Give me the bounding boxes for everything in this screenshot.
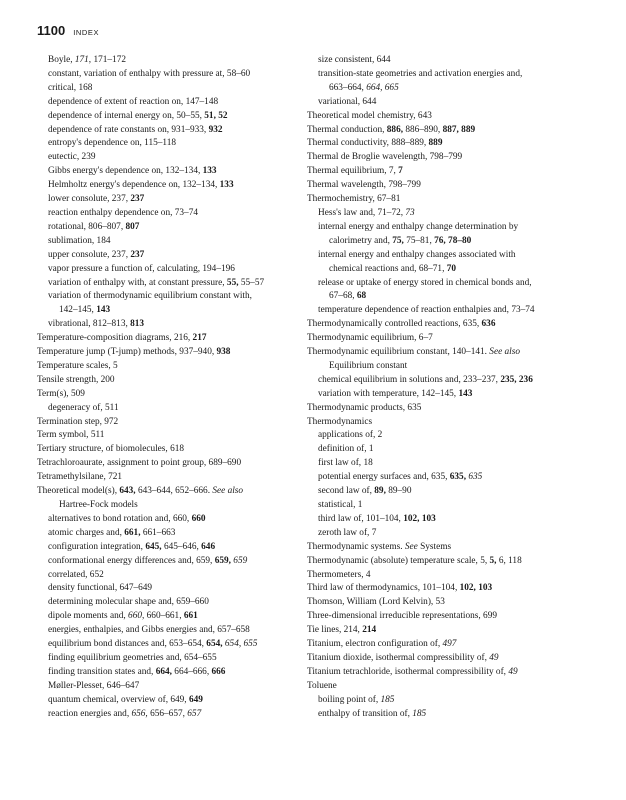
index-subentry <box>37 610 295 624</box>
entry-text: reaction energies and, <box>48 708 132 719</box>
index-entry <box>37 429 295 443</box>
page-ref-bold: 102, 103 <box>459 583 493 594</box>
entry-text: Thermochemistry, 67–81 <box>307 194 401 205</box>
index-entry <box>37 374 295 388</box>
page-ref-bold: 661, <box>124 527 141 538</box>
index-entry <box>37 471 295 485</box>
entry-text: Thermodynamically controlled reactions, 635, <box>307 319 482 330</box>
entry-text: 660–661, <box>144 611 184 622</box>
entry-text: dependence of extent of reaction on, 147–148 <box>48 96 219 107</box>
entry-text: finding transition states and, <box>48 666 156 677</box>
entry-text: Toluene <box>307 680 337 691</box>
entry-text: vibrational, 812–813, <box>48 319 131 330</box>
page-ref-italic: See also <box>212 486 244 497</box>
index-entry <box>307 151 579 165</box>
entry-text: transition-state geometries and activation energies and, <box>318 68 523 79</box>
entry-text: critical, 168 <box>48 82 93 93</box>
index-entry <box>307 137 579 151</box>
page-ref-bold: 68 <box>356 291 367 302</box>
index-subentry <box>37 541 295 555</box>
entry-text: density functional, 647–649 <box>48 583 153 594</box>
index-subentry <box>307 207 579 221</box>
index-subentry <box>37 318 295 332</box>
page-ref-bold: 76, 78–80 <box>434 235 472 246</box>
index-subentry <box>37 582 295 596</box>
entry-text: eutectic, 239 <box>48 152 96 163</box>
entry-text: Thomson, William (Lord Kelvin), 53 <box>307 597 445 608</box>
index-entry <box>307 346 579 360</box>
entry-text: Thermodynamic equilibrium, 6–7 <box>307 333 433 344</box>
entry-text: 89–90 <box>385 486 412 497</box>
index-entry <box>37 388 295 402</box>
index-subentry <box>307 304 579 318</box>
entry-text: Term symbol, 511 <box>37 430 105 441</box>
index-subentry <box>307 694 579 708</box>
entry-text: chemical reactions and, 68–71, <box>329 263 447 274</box>
page-ref-bold: 237 <box>130 194 145 205</box>
page-ref-bold: 932 <box>208 124 223 135</box>
entry-text: Thermodynamics <box>307 416 373 427</box>
entry-text: definition of, 1 <box>318 444 374 455</box>
index-entry <box>37 443 295 457</box>
entry-text: Gibbs energy's dependence on, 132–134, <box>48 166 203 177</box>
index-subentry <box>37 221 295 235</box>
index-subentry <box>37 249 295 263</box>
index-entry <box>37 416 295 430</box>
page-ref-italic: See <box>404 541 418 552</box>
entry-text: Temperature scales, 5 <box>37 360 118 371</box>
index-subentry <box>37 110 295 124</box>
index-entry <box>37 457 295 471</box>
entry-text: temperature dependence of reaction enthalpies and, 73–74 <box>318 305 535 316</box>
entry-text: Systems <box>417 541 452 552</box>
entry-text: Thermodynamic equilibrium constant, 140–141. <box>307 347 490 358</box>
entry-text: Tensile strength, 200 <box>37 374 115 385</box>
page-ref-bold: 133 <box>219 180 234 191</box>
entry-text: alternatives to bond rotation and, 660, <box>48 513 192 524</box>
index-entry <box>307 569 579 583</box>
entry-text: dipole moments and, <box>48 611 129 622</box>
index-subentry <box>307 513 579 527</box>
entry-text: Thermal wavelength, 798–799 <box>307 180 421 191</box>
entry-text: 6, 118 <box>496 555 522 566</box>
index-subentry <box>307 388 579 402</box>
index-subentry <box>307 290 579 304</box>
entry-text: first law of, 18 <box>318 458 373 469</box>
entry-text: Third law of thermodynamics, 101–104, <box>307 583 460 594</box>
entry-text: 75–81, <box>403 235 435 246</box>
index-subentry <box>37 680 295 694</box>
index-subentry <box>37 527 295 541</box>
index-subentry <box>37 513 295 527</box>
index-subentry <box>37 694 295 708</box>
page-ref-italic: 664, 665 <box>366 82 399 93</box>
entry-text: Møller-Plesset, 646–647 <box>48 680 140 691</box>
page-ref-bold: 643, <box>119 486 136 497</box>
entry-text: lower consolute, 237, <box>48 194 131 205</box>
index-subentry <box>37 666 295 680</box>
page-ref-bold: 661 <box>183 611 198 622</box>
page-ref-bold: 664, <box>155 666 172 677</box>
index-entry <box>37 346 295 360</box>
index-subentry <box>37 179 295 193</box>
entry-text: degeneracy of, 511 <box>48 402 119 413</box>
index-subentry <box>37 304 295 318</box>
entry-text: variation with temperature, 142–145, <box>318 388 459 399</box>
index-subentry <box>307 708 579 722</box>
entry-text: Titanium, electron configuration of, <box>307 639 443 650</box>
index-subentry <box>307 443 579 457</box>
page-number: 1100 <box>37 23 66 38</box>
entry-text: vapor pressure a function of, calculating, 194–196 <box>48 263 235 274</box>
entry-text: dependence of internal energy on, 50–55, <box>48 110 205 121</box>
entry-text: Equilibrium constant <box>329 360 408 371</box>
entry-text: 142–145, <box>59 305 97 316</box>
index-subentry <box>307 457 579 471</box>
page-ref-bold: 55, <box>226 277 239 288</box>
entry-text: Hess's law and, 71–72, <box>318 207 406 218</box>
entry-text: Helmholtz energy's dependence on, 132–134, <box>48 180 220 191</box>
page-ref-bold: 649 <box>188 694 203 705</box>
index-subentry <box>37 68 295 82</box>
entry-text: Tetrachloroaurate, assignment to point group, 689–690 <box>37 458 242 469</box>
page-ref-italic: 635 <box>468 472 483 483</box>
entry-text: zeroth law of, 7 <box>318 527 377 538</box>
index-entry <box>307 582 579 596</box>
page-ref-italic: 73 <box>405 207 415 218</box>
index-entry <box>307 596 579 610</box>
entry-text: Thermodynamic products, 635 <box>307 402 422 413</box>
index-subentry <box>37 638 295 652</box>
index-entry <box>307 110 579 124</box>
entry-text: internal energy and enthalpy change determination by <box>318 221 519 232</box>
index-subentry <box>37 290 295 304</box>
index-entry <box>307 402 579 416</box>
index-subentry <box>37 708 295 722</box>
entry-text: Theoretical model(s), <box>37 486 120 497</box>
index-entry <box>307 416 579 430</box>
index-subentry <box>37 402 295 416</box>
page-ref-bold: 807 <box>125 221 140 232</box>
index-entry <box>37 360 295 374</box>
entry-text: Thermodynamic (absolute) temperature scale, 5, <box>307 555 490 566</box>
index-subentry <box>37 235 295 249</box>
page-ref-italic: 497 <box>442 639 457 650</box>
index-subentry <box>37 569 295 583</box>
entry-text: Thermal equilibrium, 7, <box>307 166 399 177</box>
page-ref-italic: 49 <box>489 652 499 663</box>
index-subentry <box>37 499 295 513</box>
entry-text: Thermal de Broglie wavelength, 798–799 <box>307 152 463 163</box>
entry-text: Temperature jump (T-jump) methods, 937–940, <box>37 347 217 358</box>
page-ref-bold: 102, 103 <box>403 513 436 524</box>
entry-text: finding equilibrium geometries and, 654–655 <box>48 652 217 663</box>
index-subentry <box>307 82 579 96</box>
index-entry <box>307 555 579 569</box>
page-ref-bold: 886, <box>386 124 404 135</box>
page-ref-italic: 660, <box>128 611 145 622</box>
entry-text: 55–57 <box>238 277 265 288</box>
page-ref-bold: 214 <box>362 625 377 636</box>
index-subentry <box>307 471 579 485</box>
page-ref-italic: 654, 655 <box>224 639 258 650</box>
entry-text: Boyle, <box>48 55 75 65</box>
entry-text: quantum chemical, overview of, 649, <box>48 694 189 705</box>
index-subentry <box>307 235 579 249</box>
index-column-right <box>307 54 579 722</box>
page-ref-italic: 659 <box>233 555 248 566</box>
page-ref-bold: 89, <box>374 486 386 497</box>
entry-text: internal energy and enthalpy changes associated with <box>318 249 516 260</box>
entry-text: configuration integration, <box>48 541 146 552</box>
entry-text: Thermodynamic systems. <box>307 541 405 552</box>
index-entry <box>37 332 295 346</box>
index-entry <box>307 332 579 346</box>
index-entry <box>307 124 579 138</box>
entry-text: variation of thermodynamic equilibrium constant with, <box>48 291 252 302</box>
entry-text: release or uptake of energy stored in chemical bonds and, <box>318 277 532 288</box>
page-ref-bold: 660 <box>191 513 206 524</box>
index-entry <box>307 624 579 638</box>
page-ref-bold: 143 <box>458 388 473 399</box>
index-subentry <box>307 360 579 374</box>
page-ref-bold: 645, <box>145 541 162 552</box>
page-ref-italic: 49 <box>508 666 518 677</box>
index-entry <box>307 179 579 193</box>
page-ref-bold: 7 <box>398 166 403 177</box>
entry-text: Term(s), 509 <box>37 388 85 399</box>
entry-text: Theoretical model chemistry, 643 <box>307 110 432 121</box>
index-entry <box>307 680 579 694</box>
entry-text: Tie lines, 214, <box>307 625 363 636</box>
entry-text: boiling point of, <box>318 694 381 705</box>
entry-text: energies, enthalpies, and Gibbs energies and, 657–658 <box>48 625 250 636</box>
entry-text: conformational energy differences and, 659, <box>48 555 215 566</box>
entry-text: statistical, 1 <box>318 500 363 510</box>
page-ref-bold: 889 <box>428 138 443 149</box>
page-ref-bold: 887, 889 <box>442 124 476 135</box>
entry-text: 886–890, <box>403 124 443 135</box>
page-ref-bold: 659, <box>214 555 231 566</box>
index-subentry <box>307 277 579 291</box>
page-ref-italic: 185 <box>380 694 395 705</box>
entry-text: sublimation, 184 <box>48 235 111 246</box>
entry-text: upper consolute, 237, <box>48 249 131 260</box>
index-entry <box>307 193 579 207</box>
index-subentry <box>37 624 295 638</box>
entry-text: 663–664, <box>329 82 367 93</box>
index-subentry <box>37 96 295 110</box>
page-ref-italic: 657 <box>187 708 202 719</box>
index-subentry <box>307 68 579 82</box>
entry-text: Thermal conductivity, 888–889, <box>307 138 429 149</box>
entry-text: variation of enthalpy with, at constant pressure, <box>48 277 227 288</box>
entry-text: calorimetry and, <box>329 235 393 246</box>
entry-text: 656–657, <box>147 708 188 719</box>
index-subentry <box>307 54 579 68</box>
entry-text: 664–666, <box>171 666 212 677</box>
entry-text: constant, variation of enthalpy with pressure at, 58–60 <box>48 68 251 79</box>
entry-text: determining molecular shape and, 659–660 <box>48 597 209 608</box>
page-ref-italic: 185 <box>412 708 427 719</box>
entry-text: variational, 644 <box>318 96 377 107</box>
page-ref-bold: 235, 236 <box>500 374 533 385</box>
page-ref-bold: 813 <box>130 319 145 330</box>
index-subentry <box>37 151 295 165</box>
index-subentry <box>307 499 579 513</box>
entry-text: 643–644, 652–666. <box>135 486 213 497</box>
entry-text: Titanium tetrachloride, isothermal compressibility of, <box>307 666 509 677</box>
index-subentry <box>37 596 295 610</box>
page-ref-bold: 51, 52 <box>204 110 228 121</box>
entry-text: Thermometers, 4 <box>307 569 371 580</box>
index-subentry <box>307 429 579 443</box>
page-ref-italic: 656, <box>131 708 148 719</box>
page-ref-bold: 133 <box>202 166 217 177</box>
index-subentry <box>37 165 295 179</box>
entry-text: size consistent, 644 <box>318 55 391 65</box>
page-ref-bold: 237 <box>130 249 145 260</box>
entry-text: correlated, 652 <box>48 569 104 580</box>
index-subentry <box>37 137 295 151</box>
entry-text: Three-dimensional irreducible representations, 699 <box>307 611 498 622</box>
entry-text: rotational, 806–807, <box>48 221 126 232</box>
index-subentry <box>37 652 295 666</box>
page-ref-bold: 636 <box>481 319 496 330</box>
entry-text: Tertiary structure, of biomolecules, 618 <box>37 444 185 455</box>
index-subentry <box>37 263 295 277</box>
entry-text: 171–172 <box>91 55 127 65</box>
index-entry <box>307 638 579 652</box>
page-ref-bold: 217 <box>192 333 207 344</box>
index-entry <box>307 666 579 680</box>
page-ref-bold: 5, <box>489 555 497 566</box>
index-subentry <box>307 374 579 388</box>
entry-text: 645–646, <box>161 541 202 552</box>
index-subentry <box>307 221 579 235</box>
index-subentry <box>37 193 295 207</box>
entry-text: Termination step, 972 <box>37 416 119 427</box>
index-entry <box>307 610 579 624</box>
index-entry <box>307 652 579 666</box>
index-subentry <box>37 82 295 96</box>
entry-text: Temperature-composition diagrams, 216, <box>37 333 193 344</box>
index-entry <box>307 318 579 332</box>
index-entry <box>307 541 579 555</box>
entry-text: 67–68, <box>329 291 357 302</box>
index-entry <box>307 165 579 179</box>
page-ref-bold: 75, <box>392 235 404 246</box>
page-ref-bold: 143 <box>96 305 111 316</box>
index-subentry <box>307 96 579 110</box>
entry-text: Tetramethylsilane, 721 <box>37 472 123 483</box>
index-subentry <box>37 207 295 221</box>
index-subentry <box>37 277 295 291</box>
entry-text: 661–663 <box>140 527 176 538</box>
index-subentry <box>307 263 579 277</box>
entry-text: chemical equilibrium in solutions and, 233–237, <box>318 374 501 385</box>
page-ref-italic: See also <box>489 347 521 358</box>
index-subentry <box>37 124 295 138</box>
entry-text: Titanium dioxide, isothermal compressibility of, <box>307 652 490 663</box>
page-ref-bold: 635, <box>449 472 467 483</box>
page-ref-bold: 666 <box>211 666 226 677</box>
entry-text: dependence of rate constants on, 931–933, <box>48 124 209 135</box>
entry-text: potential energy surfaces and, 635, <box>318 472 450 483</box>
entry-text: second law of, <box>318 486 375 497</box>
index-subentry <box>37 54 295 68</box>
page-ref-italic: 171, <box>74 55 92 65</box>
entry-text: atomic charges and, <box>48 527 125 538</box>
entry-text: reaction enthalpy dependence on, 73–74 <box>48 207 198 218</box>
entry-text: Thermal conduction, <box>307 124 387 135</box>
entry-text: entropy's dependence on, 115–118 <box>48 138 177 149</box>
page-ref-bold: 646 <box>201 541 216 552</box>
running-head: INDEX <box>73 28 100 37</box>
page-header <box>37 22 99 40</box>
index-entry <box>37 485 295 499</box>
page-ref-bold: 654, <box>206 639 223 650</box>
index-subentry <box>307 249 579 263</box>
page-ref-bold: 70 <box>446 263 457 274</box>
index-subentry <box>307 485 579 499</box>
index-column-left <box>37 54 295 722</box>
entry-text: enthalpy of transition of, <box>318 708 413 719</box>
index-subentry <box>307 527 579 541</box>
entry-text: equilibrium bond distances and, 653–654, <box>48 639 207 650</box>
entry-text: Hartree-Fock models <box>59 500 138 510</box>
entry-text: applications of, 2 <box>318 430 383 441</box>
entry-text: third law of, 101–104, <box>318 513 404 524</box>
index-subentry <box>37 555 295 569</box>
page-ref-bold: 938 <box>216 347 231 358</box>
